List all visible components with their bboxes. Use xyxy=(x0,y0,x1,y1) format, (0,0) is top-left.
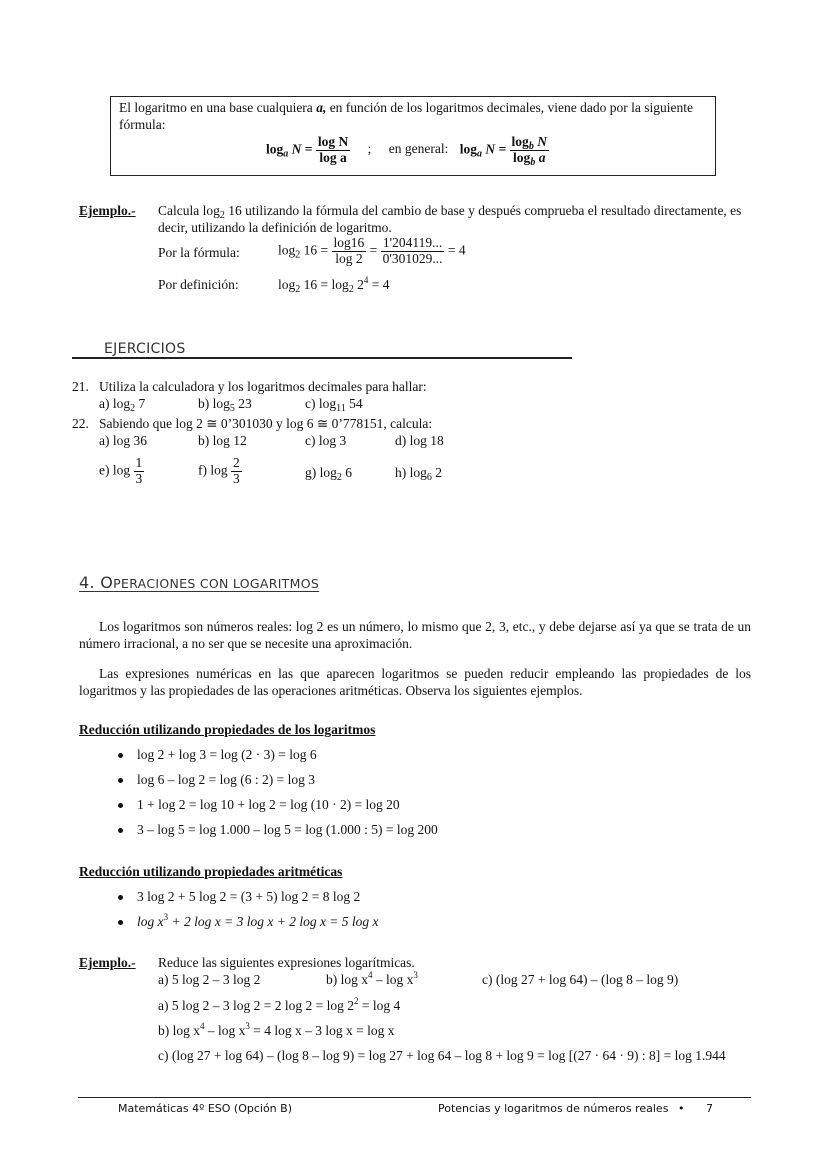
section-4-title: 4. OPERACIONES CON LOGARITMOS xyxy=(79,573,320,592)
list-item: log 6 – log 2 = log (6 : 2) = log 3 xyxy=(118,772,315,789)
exercise-22-c: c) log 3 xyxy=(305,433,347,448)
exercise-21-c: c) $\log_{11} 54$ xyxy=(305,396,363,414)
formula-intro: El logaritmo en una base cualquiera a, en función de los logaritmos decimales, viene dado por la siguiente fórmula: xyxy=(119,100,693,132)
exercise-22-d: d) log 18 xyxy=(395,433,444,448)
list-item: 3 – log 5 = log 1.000 – log 5 = log (1.000 : 5) = log 200 xyxy=(118,822,438,839)
exercise-21-text: Utiliza la calculadora y los logaritmos decimales para hallar: xyxy=(99,379,427,394)
footer-left: Matemáticas 4º ESO (Opción B) xyxy=(118,1102,292,1115)
example-2-answer-c: c) (log 27 + log 64) – (log 8 – log 9) = log 27 + log 64 – log 8 + log 9 = log [(27 · 64 · 9) : 8] = log 1.944 xyxy=(158,1048,726,1063)
section-4-paragraph-2: Las expresiones numéricas en las que aparecen logaritmos se pueden reducir empleando las propiedades de los logaritmos y las propiedades de las operaciones aritméticas. Observa los siguientes ejemplos. xyxy=(79,666,751,698)
list-item: $\log x^3 + 2$ log x = 3 log x + 2 log x = 5 log x xyxy=(118,914,379,931)
footer-right: Potencias y logaritmos de números reales xyxy=(438,1102,669,1115)
example-text: Calcula $\log_2 16$ utilizando la fórmula del cambio de base y después comprueba el resultado directamente, es decir, utilizando la definición de logaritmo. xyxy=(158,203,742,235)
exercise-22-number: 22. xyxy=(72,416,89,431)
exercises-title: EJERCICIOS xyxy=(104,341,186,357)
change-of-base-formula: $\log_a N$ = $\frac{\text{log N}}{\text{log a}}$ ; en general: $\log_a N$ = $\frac{\log_b N}{\log_b a}$ xyxy=(266,134,547,168)
list-item: log 2 + log 3 = log (2 · 3) = log 6 xyxy=(118,747,317,764)
section-4-paragraph-1: Los logaritmos son números reales: log 2 es un número, lo mismo que 2, 3, etc., y debe dejarse así ya que se trata de un número irracional, a no ser que se necesite una aproximación. xyxy=(79,619,751,651)
exercise-21-b: b) $\log_5 23$ xyxy=(198,396,252,414)
by-definition-expression: $\log_2 16 = \log_2 2^4 = 4$ xyxy=(278,275,390,295)
list-item: 1 + log 2 = log 10 + log 2 = log (10 · 2) = log 20 xyxy=(118,797,400,814)
exercises-rule xyxy=(72,357,572,359)
example-2-question-b: b) $\log x^4$ – $\log x^3$ xyxy=(326,970,418,987)
exercise-21-number: 21. xyxy=(72,379,89,394)
example-2-question-a: a) 5 log 2 – 3 log 2 xyxy=(158,972,261,987)
footer-rule xyxy=(78,1097,751,1098)
by-formula-expression: $\log_2 16$ = $\frac{\log 16}{\log 2}$ = $\frac{1'204119...}{0'301029...}$ = 4 xyxy=(278,235,466,266)
fraction-logN-loga: $\frac{\text{log N}}{\text{log a}}$ xyxy=(317,134,349,165)
example-2-answer-a: a) 5 log 2 – 3 log 2 = 2 $\log 2 = \log 2^2 = \log 4$ xyxy=(158,996,401,1013)
exercise-22-a: a) log 36 xyxy=(99,433,147,448)
example-2-intro: Reduce las siguientes expresiones logarítmicas. xyxy=(158,955,415,970)
reduction-arith-heading: Reducción utilizando propiedades aritméticas xyxy=(79,864,343,879)
exercise-22-h: h) $\log_6 2$ xyxy=(395,465,442,483)
exercise-22-text: Sabiendo que log 2 ≅ 0’301030 y log 6 ≅ 0’778151, calcula: xyxy=(99,416,433,431)
list-item: 3 log 2 + 5 log 2 = (3 + 5) log 2 = 8 log 2 xyxy=(118,889,360,906)
exercise-22-g: g) $\log_2 6$ xyxy=(305,465,352,483)
formula-box xyxy=(110,96,716,176)
example-2-question-c: c) (log 27 + log 64) – (log 8 – log 9) xyxy=(482,972,679,987)
reduction-log-heading: Reducción utilizando propiedades de los logaritmos xyxy=(79,722,376,737)
example-label: Ejemplo.- xyxy=(79,203,136,218)
example-2-label: Ejemplo.- xyxy=(79,955,136,970)
exercise-21-a: a) $\log_2 7$ xyxy=(99,396,146,414)
footer-bullet: • xyxy=(678,1102,685,1115)
example-2-answer-b: b) $\log x^4 - \log x^3 = 4$ log x – 3 log x = log x xyxy=(158,1021,395,1038)
exercise-22-f: f) log $\frac{2}{3}$ xyxy=(198,455,240,486)
by-formula-label: Por la fórmula: xyxy=(158,245,240,260)
fraction-general: $\frac{\log_b N}{\log_b a}$ xyxy=(511,134,547,168)
exercise-22-e: e) log $\frac{1}{3}$ xyxy=(99,455,143,486)
by-definition-label: Por definición: xyxy=(158,277,239,292)
exercise-22-b: b) log 12 xyxy=(198,433,247,448)
page-number: 7 xyxy=(706,1102,713,1115)
